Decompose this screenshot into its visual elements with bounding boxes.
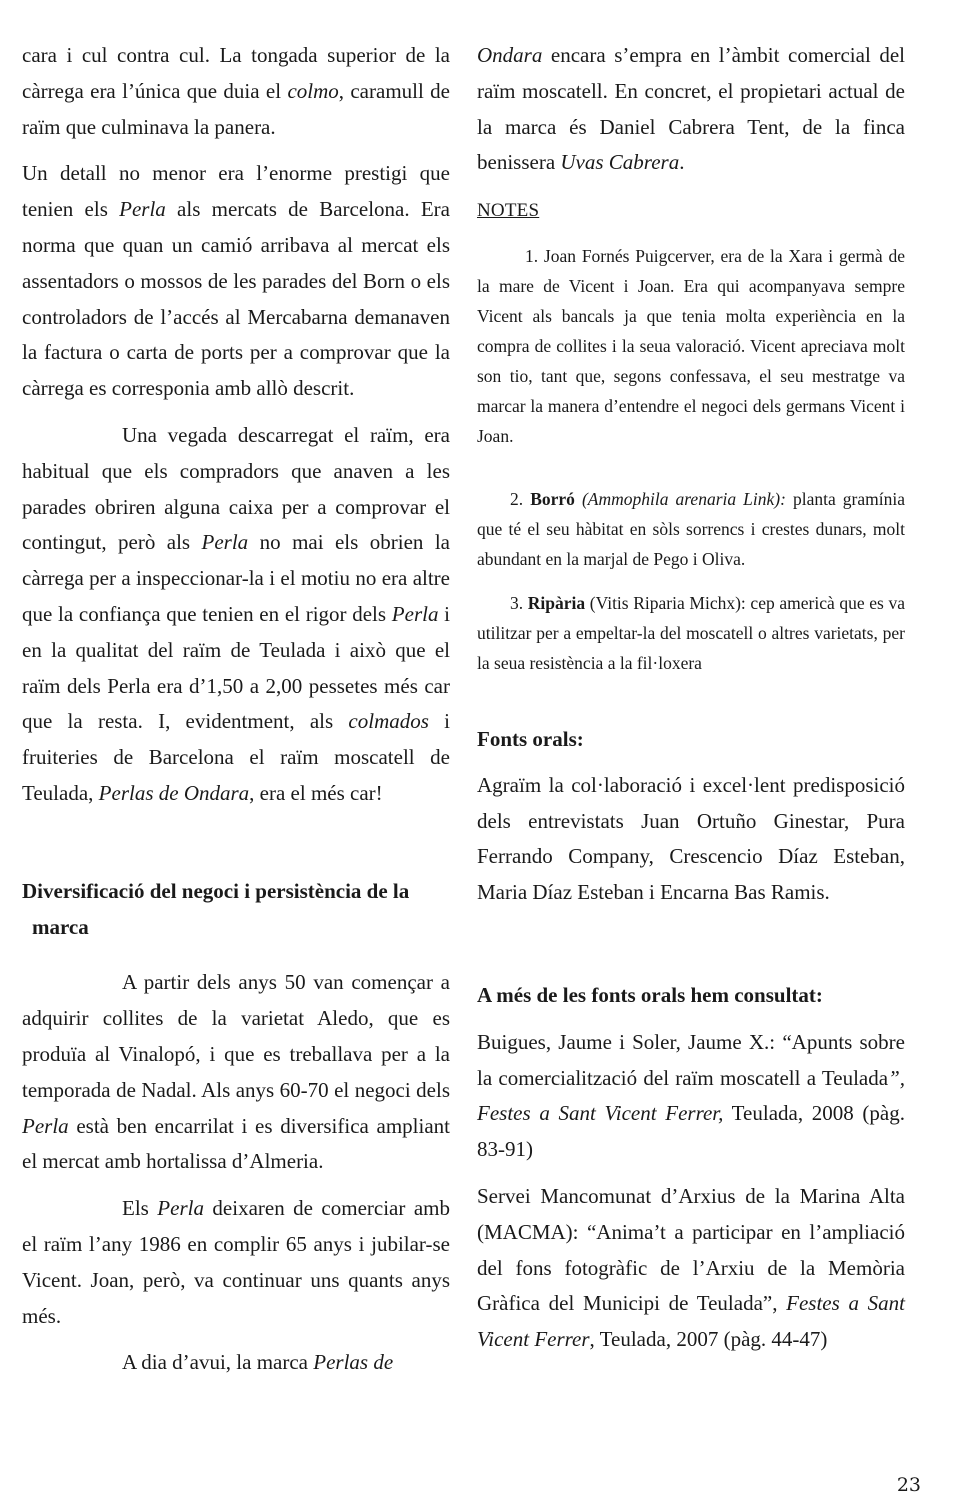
bibliography-item: Servei Mancomunat d’Arxius de la Marina Alta (MACMA): “Anima’t a participar en l’ampliació del fons fotogràfic de l’Arxiu de la Memòria Gràfica del Municipi de Teulada”, Festes a Sant Vicent Ferrer, Teulada, 2007 (pàg. 44-47) <box>477 1183 905 1352</box>
oral-sources-text: Agraïm la col·laboració i excel·lent predisposició dels entrevistats Juan Ortuño Ginestar, Pura Ferrando Company, Crescencio Díaz Esteban, Maria Díaz Esteban i Encarna Bas Ramis. <box>477 772 905 905</box>
bibliography-item: Buigues, Jaume i Soler, Jaume X.: “Apunts sobre la comercialització del raïm moscatell a Teulada”, Festes a Sant Vicent Ferrer, Teulada, 2008 (pàg. 83-91) <box>477 1029 905 1162</box>
right-column <box>477 38 905 1358</box>
paragraph-prestige: Un detall no menor era l’enorme prestigi que tenien els Perla als mercats de Barcelona. Era norma que quan un camió arribava al mercat els assentadors o mossos de les parades del Born o els controladors de l’accés al Mercabarna demanaven la factura o carta de ports per a comprovar que la càrrega es corresponia amb allò descrit. <box>22 161 450 401</box>
paragraph-colmo: cara i cul contra cul. La tongada superior de la càrrega era l’única que duia el colmo, caramull de raïm que culminava la panera. <box>22 43 450 139</box>
left-column <box>22 38 450 1381</box>
note-1: 1. Joan Fornés Puigcerver, era de la Xara i germà de la mare de Vicent i Joan. Era qui acompanyava sempre Vicent als bancals ja que tenia molta experiència en la compra de collites i la seua valoració. Vicent apreciava molt son tio, tant que, segons confessava, el seu mestratge va marcar la manera d’entendre el negoci dels germans Vicent i Joan. <box>477 245 905 446</box>
notes-title: NOTES <box>477 200 540 222</box>
paragraph-retirement: Els Perla deixaren de comerciar amb el raïm l’any 1986 en complir 65 anys i jubilar-se Vicent. Joan, però, va continuar uns quants anys més. <box>22 1196 450 1328</box>
paragraph-brand-owner: Ondara encara s’empra en l’àmbit comercial del raïm moscatell. En concret, el propietari actual de la marca és Daniel Cabrera Tent, de la finca benissera Uvas Cabrera. <box>477 43 905 175</box>
note-2: 2. Borró (Ammophila arenaria Link): planta gramínia que té el seu hàbitat en sòls sorrencs i crestes dunars, molt abundant en la marjal de Pego i Oliva. <box>477 488 906 569</box>
paragraph-brand-today: A dia d’avui, la marca Perlas de <box>122 1350 394 1375</box>
paragraph-unloading: Una vegada descarregat el raïm, era habitual que els compradors que anaven a les parades obriren alguna caixa per a comprovar el contingut, però als Perla no mai els obrien la càrrega per a inspeccionar-la i el motiu no era altre que la confiança que tenien en el rigor dels Perla i en la qualitat del raïm de Teulada i això que el raïm dels Perla era d’1,50 a 2,00 pessetes més car que la resta. I, evidentment, als colmados i fruiteries de Barcelona el raïm moscatell de Teulada, Perlas de Ondara, era el més car! <box>22 422 451 805</box>
consulted-sources-heading: A més de les fonts orals hem consultat: <box>477 982 823 1007</box>
section-heading: Diversificació del negoci i persistència de la marca <box>22 878 410 939</box>
paragraph-diversification: A partir dels anys 50 van començar a adquirir collites de la varietat Aledo, que es produïa al Vinalopó, i que es treballava per a la temporada de Nadal. Als anys 60-70 el negoci dels Perla està ben encarrilat i es diversifica ampliant el mercat amb hortalissa d’Almeria. <box>22 970 450 1174</box>
oral-sources-heading: Fonts orals: <box>477 726 584 751</box>
page-number: 23 <box>896 1474 921 1496</box>
note-3: 3. Ripària (Vitis Riparia Michx): cep americà que es va utilitzar per a empeltar-la del moscatell o altres varietats, per la seua resistència a la fil·loxera <box>477 592 906 673</box>
